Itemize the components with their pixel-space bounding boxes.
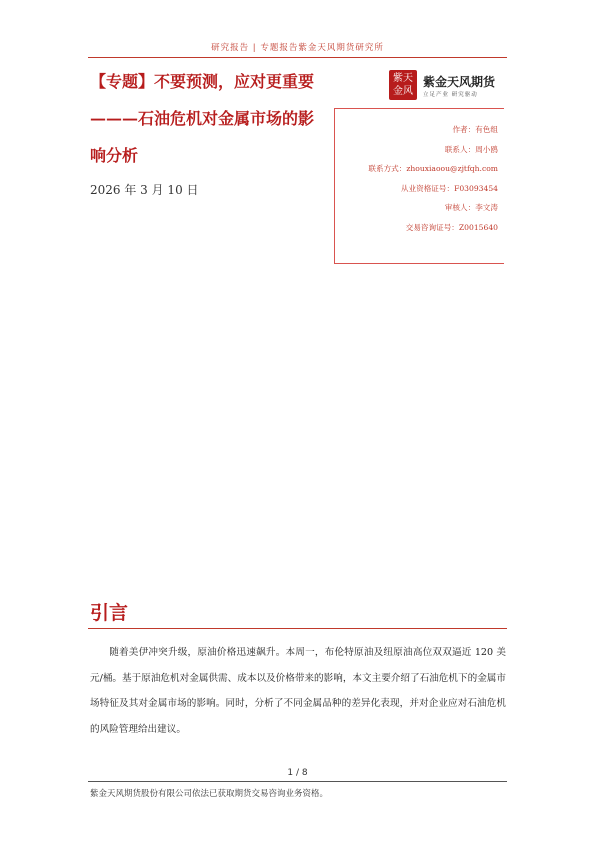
report-date: 2026 年 3 月 10 日 — [90, 183, 199, 197]
report-title: 【专题】不要预测，应对更重要———石油危机对金属市场的影响分析 — [90, 72, 315, 165]
advisory-line: 交易咨询证号：Z0015640 — [405, 222, 498, 232]
author-info-lines — [368, 120, 498, 237]
running-header: 研究报告 | 专题报告紫金天风期货研究所 — [211, 43, 384, 53]
contact-line: 联系人：周小鸥 — [444, 144, 498, 154]
intro-paragraph: 随着美伊冲突升级，原油价格迅速飙升。本周一，布伦特原油及纽原油高位双双逼近 120 美元/桶。基于原油危机对金属供需、成本以及价格带来的影响，本文主要介绍了石油危机下的金属市场特征及其对金属市场的影响。同时，分析了不同金属品种的差异化表现，并对企业应对石油危机的风险管理给出建议。 — [90, 647, 506, 735]
logo-slogan: 立足产业 研究驱动 — [423, 92, 478, 98]
company-logo — [389, 70, 519, 102]
reviewer-line: 审核人：李文涛 — [444, 203, 498, 212]
footer-disclaimer: 紫金天风期货股份有限公司依法已获取期货交易咨询业务资格。 — [90, 789, 329, 799]
footer-divider — [88, 781, 507, 782]
section-divider — [88, 628, 507, 629]
header-divider — [88, 57, 507, 58]
license-line: 从业资格证号：F03093454 — [400, 183, 498, 193]
logo-mark: 紫天 金风 — [389, 70, 417, 100]
logo-name: 紫金天风期货 — [423, 75, 496, 89]
author-line: 作者：有色组 — [452, 125, 498, 134]
section-heading: 引言 — [90, 602, 129, 624]
email-line: 联系方式：zhouxiaoou@zjtfqh.com — [368, 164, 498, 173]
author-info-box — [334, 108, 504, 264]
page-indicator: 1 / 8 — [287, 768, 308, 778]
